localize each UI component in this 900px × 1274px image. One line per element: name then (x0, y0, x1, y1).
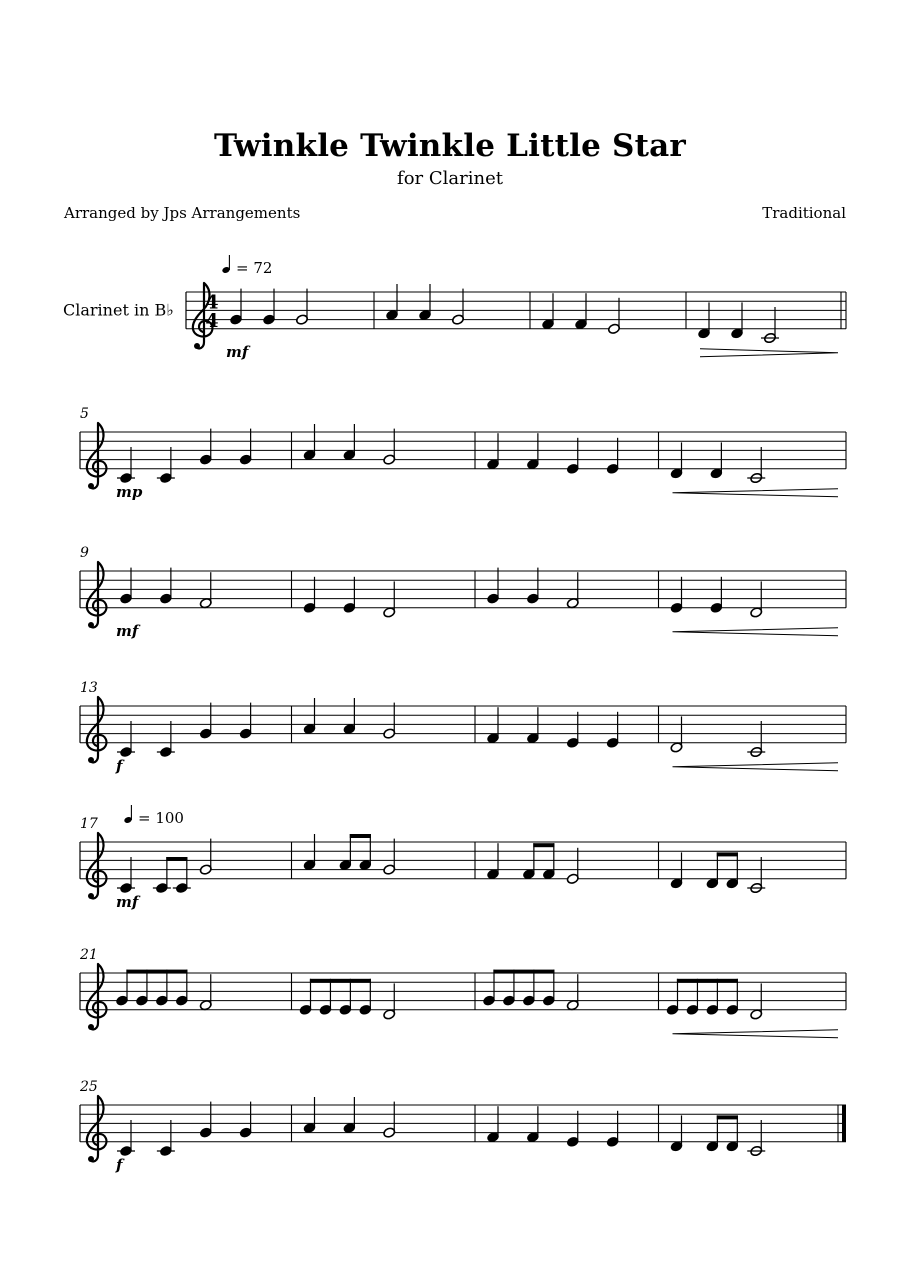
note-beam (310, 979, 371, 983)
treble-clef-icon (87, 423, 107, 489)
treble-clef-stroke (87, 964, 107, 1029)
crescendo-hairpin (673, 1030, 839, 1038)
measure-number: 13 (80, 680, 98, 696)
dynamic-marking: mf (116, 621, 139, 640)
treble-clef-dot (88, 893, 94, 899)
note-beam (533, 843, 554, 847)
crescendo-hairpin (673, 763, 839, 771)
treble-clef-icon (87, 697, 107, 763)
note-beam (717, 1115, 738, 1119)
note-beam (717, 852, 738, 856)
measure-number: 21 (80, 947, 98, 963)
treble-clef-stroke (87, 697, 107, 762)
dynamic-marking: f (116, 756, 123, 775)
arranger-credit: Arranged by Jps Arrangements (64, 204, 301, 222)
tempo-marking: = 100 (138, 809, 184, 827)
score-title: Twinkle Twinkle Little Star (214, 128, 686, 164)
note-beam (350, 834, 371, 838)
composer-credit: Traditional (762, 204, 846, 222)
treble-clef-dot (88, 1156, 94, 1162)
treble-clef-icon (87, 964, 107, 1030)
dynamic-marking: f (116, 1155, 123, 1174)
measure-number: 5 (80, 406, 89, 422)
note-beam (166, 857, 187, 861)
treble-clef-stroke (87, 562, 107, 627)
treble-clef-stroke (87, 423, 107, 488)
measure-number: 25 (80, 1079, 98, 1095)
dynamic-marking: mf (226, 342, 249, 361)
dynamic-marking: mp (116, 482, 143, 501)
treble-clef-dot (88, 483, 94, 489)
note-beam (493, 970, 554, 974)
time-signature-denominator: 4 (205, 309, 219, 332)
dynamic-marking: mf (116, 892, 139, 911)
treble-clef-dot (88, 757, 94, 763)
tempo-marking: = 72 (236, 259, 273, 277)
time-signature-numerator: 4 (205, 291, 219, 314)
treble-clef-icon (87, 833, 107, 899)
treble-clef-icon (87, 1096, 107, 1162)
measure-number: 17 (80, 816, 98, 832)
crescendo-hairpin (673, 628, 839, 636)
measure-number: 9 (80, 545, 89, 561)
note-beam (677, 979, 738, 983)
treble-clef-stroke (87, 833, 107, 898)
treble-clef-dot (88, 1024, 94, 1030)
final-barline-thick (842, 1105, 846, 1142)
instrument-name: Clarinet in B♭ (63, 300, 174, 320)
treble-clef-icon (87, 562, 107, 628)
crescendo-hairpin (673, 489, 839, 497)
treble-clef-stroke (87, 1096, 107, 1161)
treble-clef-dot (194, 343, 200, 349)
note-beam (126, 970, 187, 974)
score-subtitle: for Clarinet (397, 168, 503, 189)
treble-clef-dot (88, 622, 94, 628)
decrescendo-hairpin (700, 349, 838, 357)
